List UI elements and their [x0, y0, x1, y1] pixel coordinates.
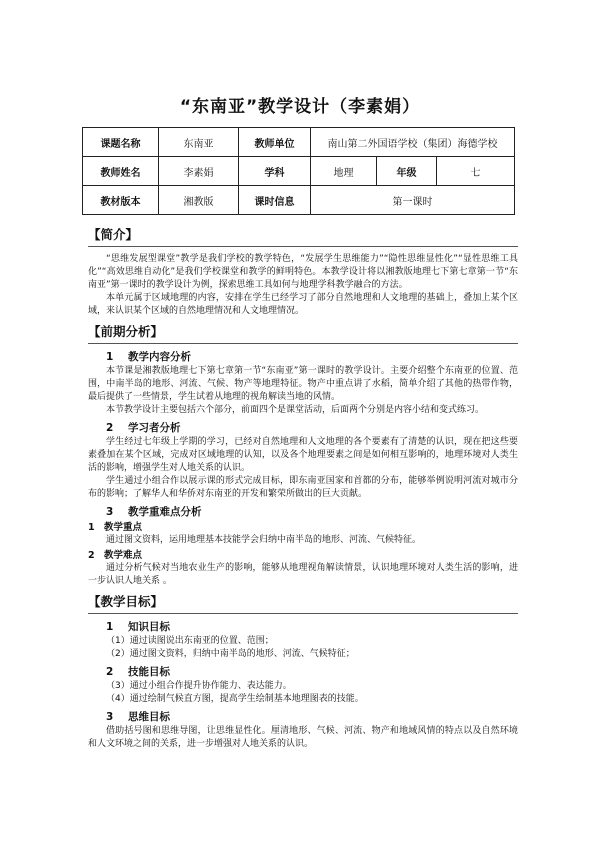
paragraph: “思维发展型课堂”教学是我们学校的教学特色，“发展学生思维能力”“隐性思维显性化”“显性思维工具化”“高效思维自动化”是我们学校课堂和教学的鲜明特色。本教学设计将以湘教版地理七下第七章第一节“东南亚”第一课时的教学设计为例，探索思维工具如何与地理学科教学融合的方法。: [88, 254, 518, 290]
subsection-number: 1: [106, 351, 114, 363]
table-row: [83, 186, 515, 215]
lesson-info-table: [82, 127, 515, 215]
minor-number: 1: [88, 522, 95, 533]
subsection-heading: [106, 421, 518, 435]
subsection-number: 3: [106, 506, 114, 518]
document-title: “东南亚”教学设计（李素娟）: [179, 97, 421, 117]
subsection-heading: [106, 620, 518, 634]
subsection-heading: [106, 710, 518, 724]
paragraph: 学生经过七年级上学期的学习，已经对自然地理和人文地理的各个要素有了清楚的认识，现在把这些要素叠加在某个区域，完成对区域地理的认知，以及各个地理要素之间是如何相互影响的，地理环境对人类生活的影响，增强学生对人地关系的认识。: [88, 437, 518, 473]
minor-heading: [88, 549, 518, 562]
paragraph: 本单元属于区域地理的内容，安排在学生已经学习了部分自然地理和人文地理的基础上，叠加上某个区域，来认识某个区域的自然地理情况和人文地理情况。: [88, 293, 518, 316]
table-label-cell: 教师姓名: [83, 157, 159, 186]
table-value-cell: 地理: [311, 157, 377, 186]
subsection-number: 2: [106, 422, 114, 434]
table-value-cell: 南山第二外国语学校（集团）海德学校: [311, 128, 515, 157]
list-item: （4）通过绘制气候直方图，提高学生绘制基本地理图表的技能。: [106, 694, 364, 704]
section-heading-analysis: 【前期分析】: [88, 323, 518, 344]
subsection-title: 技能目标: [128, 666, 170, 678]
subsection-title: 教学重难点分析: [128, 506, 202, 518]
subsection-title: 知识目标: [128, 621, 170, 633]
subsection-heading: [106, 665, 518, 679]
subsection-number: 3: [106, 711, 114, 723]
table-value-cell: 湘教版: [159, 186, 239, 215]
subsection-number: 2: [106, 666, 114, 678]
subsection-number: 1: [106, 621, 114, 633]
paragraph: 本节教学设计主要包括六个部分，前面四个是课堂活动，后面两个分别是内容小结和变式练习。: [106, 405, 485, 415]
subsection-title: 学习者分析: [128, 422, 181, 434]
paragraph: 通过分析气候对当地农业生产的影响，能够从地理视角解读情景，认识地理环境对人类生活的影响，进一步认识人地关系 。: [88, 563, 518, 586]
list-item: （2）通过图文资料，归纳中南半岛的地形、河流、气候特征；: [106, 649, 355, 659]
table-label-cell: 教材版本: [83, 186, 159, 215]
table-value-cell: 第一课时: [311, 186, 515, 215]
table-value-cell: 七: [437, 157, 515, 186]
minor-number: 2: [88, 550, 95, 561]
paragraph: 学生通过小组合作以展示课的形式完成目标，即东南亚国家和首都的分布，能够举例说明河流对城市分布的影响；了解华人和华侨对东南亚的开发和繁荣所做出的巨大贡献。: [88, 476, 518, 499]
document-body: [88, 226, 518, 751]
section-heading-goals: 【教学目标】: [88, 593, 518, 614]
paragraph: 本节课是湘教版地理七下第七章第一节“东南亚”第一课时的教学设计。主要介绍整个东南亚的位置、范围，中南半岛的地形、河流、气候、物产等地理特征。物产中重点讲了水稻，简单介绍了其他的热带作物，最后提供了一些情景，学生试着从地理的视角解读当地的风情。: [88, 366, 518, 402]
table-label-cell: 课时信息: [239, 186, 311, 215]
list-item: （1）通过读图说出东南亚的位置、范围；: [106, 636, 274, 646]
subsection-heading: [106, 505, 518, 519]
table-value-cell: 李素娟: [159, 157, 239, 186]
table-value-cell: 东南亚: [159, 128, 239, 157]
subsection-title: 教学内容分析: [128, 351, 191, 363]
section-heading-intro: 【简介】: [88, 226, 518, 247]
minor-title: 教学重点: [104, 522, 143, 533]
paragraph: 借助括号图和思维导图，让思维显性化。厘清地形、气候、河流、物产和地域风情的特点以及自然环境和人文环境之间的关系，进一步增强对人地关系的认识。: [88, 726, 518, 749]
table-row: [83, 128, 515, 157]
minor-heading: [88, 521, 518, 534]
subsection-title: 思维目标: [128, 711, 170, 723]
minor-title: 教学难点: [104, 550, 143, 561]
table-label-cell: 年级: [377, 157, 437, 186]
table-label-cell: 课题名称: [83, 128, 159, 157]
table-row: [83, 157, 515, 186]
list-item: （3）通过小组合作提升协作能力、表达能力。: [106, 681, 292, 691]
table-label-cell: 教师单位: [239, 128, 311, 157]
paragraph: 通过图文资料，运用地理基本技能学会归纳中南半岛的地形、河流、气候特征。: [106, 535, 422, 545]
subsection-heading: [106, 350, 518, 364]
table-label-cell: 学科: [239, 157, 311, 186]
